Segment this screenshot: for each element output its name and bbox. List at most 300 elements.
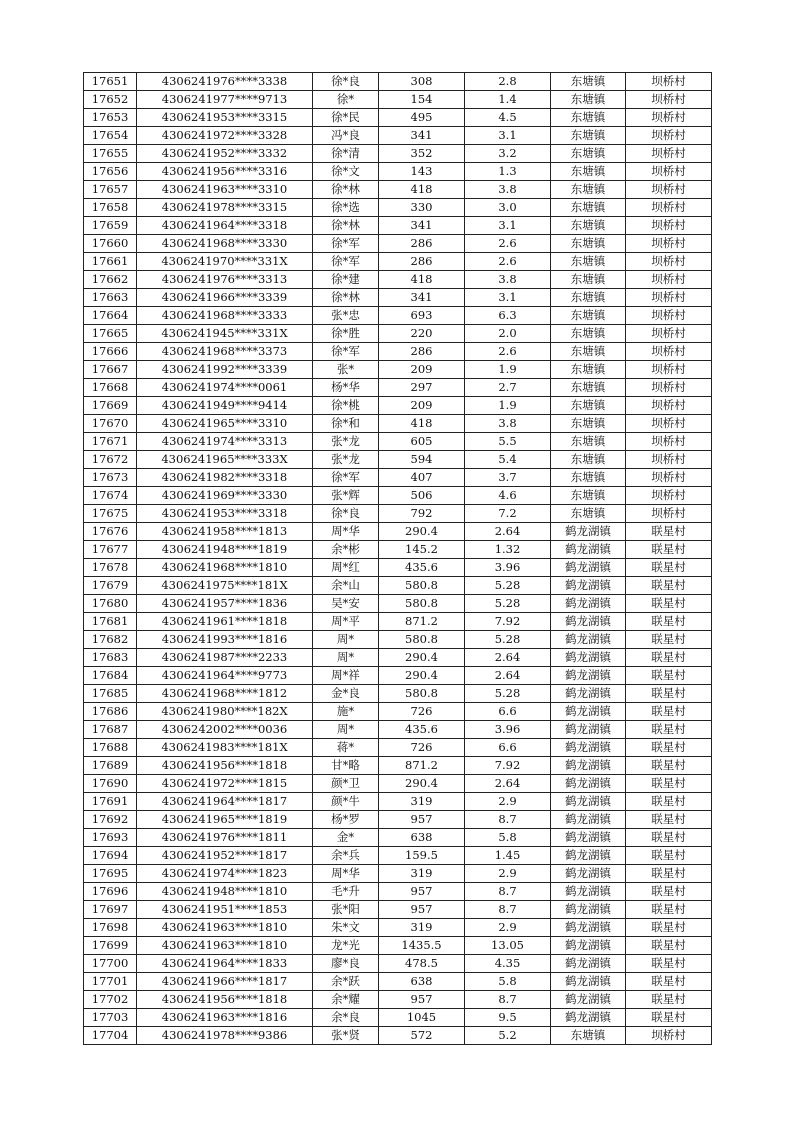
cell-town: 鹤龙湖镇 xyxy=(551,919,626,937)
cell-amount: 594 xyxy=(379,451,465,469)
cell-quantity: 6.6 xyxy=(465,739,551,757)
cell-name: 徐*和 xyxy=(313,415,379,433)
cell-village: 联星村 xyxy=(626,703,712,721)
cell-village: 坝桥村 xyxy=(626,217,712,235)
cell-amount: 319 xyxy=(379,793,465,811)
cell-id-number: 4306241978****9386 xyxy=(137,1027,313,1045)
cell-village: 联星村 xyxy=(626,901,712,919)
cell-id-number: 4306241972****1815 xyxy=(137,775,313,793)
cell-row-number: 17658 xyxy=(84,199,137,217)
cell-quantity: 2.64 xyxy=(465,667,551,685)
cell-quantity: 2.7 xyxy=(465,379,551,397)
cell-name: 徐*良 xyxy=(313,73,379,91)
cell-town: 东塘镇 xyxy=(551,253,626,271)
cell-amount: 957 xyxy=(379,811,465,829)
cell-name: 徐*选 xyxy=(313,199,379,217)
cell-quantity: 1.3 xyxy=(465,163,551,181)
cell-row-number: 17662 xyxy=(84,271,137,289)
cell-village: 联星村 xyxy=(626,631,712,649)
cell-town: 鹤龙湖镇 xyxy=(551,811,626,829)
cell-town: 东塘镇 xyxy=(551,361,626,379)
cell-id-number: 4306241965****3310 xyxy=(137,415,313,433)
cell-amount: 435.6 xyxy=(379,559,465,577)
cell-id-number: 4306241993****1816 xyxy=(137,631,313,649)
cell-amount: 159.5 xyxy=(379,847,465,865)
cell-town: 东塘镇 xyxy=(551,91,626,109)
cell-name: 张*贤 xyxy=(313,1027,379,1045)
cell-amount: 580.8 xyxy=(379,685,465,703)
table-row xyxy=(84,109,712,127)
cell-name: 余*良 xyxy=(313,1009,379,1027)
cell-name: 余*跃 xyxy=(313,973,379,991)
table-row xyxy=(84,91,712,109)
cell-quantity: 3.2 xyxy=(465,145,551,163)
cell-name: 徐*清 xyxy=(313,145,379,163)
cell-quantity: 5.4 xyxy=(465,451,551,469)
cell-town: 鹤龙湖镇 xyxy=(551,883,626,901)
cell-village: 坝桥村 xyxy=(626,433,712,451)
cell-name: 施* xyxy=(313,703,379,721)
cell-id-number: 4306241953****3318 xyxy=(137,505,313,523)
cell-village: 联星村 xyxy=(626,1009,712,1027)
cell-amount: 580.8 xyxy=(379,577,465,595)
table-row xyxy=(84,73,712,91)
cell-quantity: 7.92 xyxy=(465,613,551,631)
cell-town: 鹤龙湖镇 xyxy=(551,559,626,577)
cell-town: 鹤龙湖镇 xyxy=(551,649,626,667)
cell-town: 鹤龙湖镇 xyxy=(551,577,626,595)
cell-village: 联星村 xyxy=(626,865,712,883)
cell-quantity: 2.9 xyxy=(465,919,551,937)
cell-id-number: 4306241958****1813 xyxy=(137,523,313,541)
cell-id-number: 4306241956****1818 xyxy=(137,991,313,1009)
cell-town: 东塘镇 xyxy=(551,235,626,253)
cell-name: 余*兵 xyxy=(313,847,379,865)
cell-id-number: 4306241968****1812 xyxy=(137,685,313,703)
cell-name: 颜*牛 xyxy=(313,793,379,811)
cell-town: 鹤龙湖镇 xyxy=(551,937,626,955)
table-row xyxy=(84,685,712,703)
cell-town: 鹤龙湖镇 xyxy=(551,829,626,847)
cell-quantity: 2.64 xyxy=(465,775,551,793)
cell-name: 毛*升 xyxy=(313,883,379,901)
cell-name: 蒋* xyxy=(313,739,379,757)
cell-quantity: 8.7 xyxy=(465,883,551,901)
cell-row-number: 17660 xyxy=(84,235,137,253)
cell-village: 联星村 xyxy=(626,955,712,973)
cell-name: 余*山 xyxy=(313,577,379,595)
cell-name: 张*辉 xyxy=(313,487,379,505)
cell-row-number: 17672 xyxy=(84,451,137,469)
cell-row-number: 17669 xyxy=(84,397,137,415)
cell-quantity: 3.8 xyxy=(465,415,551,433)
cell-name: 周*华 xyxy=(313,865,379,883)
cell-name: 杨*罗 xyxy=(313,811,379,829)
cell-row-number: 17693 xyxy=(84,829,137,847)
cell-town: 鹤龙湖镇 xyxy=(551,901,626,919)
cell-id-number: 4306241948****1819 xyxy=(137,541,313,559)
cell-village: 坝桥村 xyxy=(626,145,712,163)
cell-name: 徐*林 xyxy=(313,289,379,307)
table-row xyxy=(84,379,712,397)
cell-quantity: 1.32 xyxy=(465,541,551,559)
cell-name: 徐*军 xyxy=(313,469,379,487)
cell-row-number: 17661 xyxy=(84,253,137,271)
table-row xyxy=(84,523,712,541)
cell-row-number: 17681 xyxy=(84,613,137,631)
cell-amount: 957 xyxy=(379,883,465,901)
cell-amount: 290.4 xyxy=(379,649,465,667)
cell-town: 东塘镇 xyxy=(551,1027,626,1045)
cell-row-number: 17675 xyxy=(84,505,137,523)
cell-name: 甘*略 xyxy=(313,757,379,775)
cell-id-number: 4306241968****1810 xyxy=(137,559,313,577)
table-row xyxy=(84,343,712,361)
cell-id-number: 4306241952****3332 xyxy=(137,145,313,163)
cell-town: 鹤龙湖镇 xyxy=(551,721,626,739)
cell-amount: 308 xyxy=(379,73,465,91)
cell-id-number: 4306241968****3373 xyxy=(137,343,313,361)
cell-quantity: 4.5 xyxy=(465,109,551,127)
table-row xyxy=(84,721,712,739)
cell-name: 冯*良 xyxy=(313,127,379,145)
cell-village: 坝桥村 xyxy=(626,487,712,505)
cell-row-number: 17696 xyxy=(84,883,137,901)
cell-name: 杨*华 xyxy=(313,379,379,397)
table-row xyxy=(84,973,712,991)
cell-amount: 286 xyxy=(379,253,465,271)
cell-row-number: 17692 xyxy=(84,811,137,829)
cell-town: 东塘镇 xyxy=(551,469,626,487)
cell-amount: 209 xyxy=(379,361,465,379)
table-row xyxy=(84,559,712,577)
cell-town: 鹤龙湖镇 xyxy=(551,847,626,865)
cell-quantity: 9.5 xyxy=(465,1009,551,1027)
cell-row-number: 17680 xyxy=(84,595,137,613)
cell-row-number: 17656 xyxy=(84,163,137,181)
cell-village: 联星村 xyxy=(626,541,712,559)
cell-village: 联星村 xyxy=(626,721,712,739)
cell-town: 东塘镇 xyxy=(551,127,626,145)
table-row xyxy=(84,847,712,865)
cell-id-number: 4306241987****2233 xyxy=(137,649,313,667)
cell-name: 张*忠 xyxy=(313,307,379,325)
table-row xyxy=(84,271,712,289)
cell-amount: 957 xyxy=(379,901,465,919)
cell-quantity: 3.8 xyxy=(465,181,551,199)
table-row xyxy=(84,775,712,793)
cell-quantity: 5.28 xyxy=(465,577,551,595)
cell-row-number: 17687 xyxy=(84,721,137,739)
cell-name: 周* xyxy=(313,721,379,739)
cell-row-number: 17670 xyxy=(84,415,137,433)
cell-amount: 506 xyxy=(379,487,465,505)
cell-id-number: 4306241964****3318 xyxy=(137,217,313,235)
cell-id-number: 4306241968****3333 xyxy=(137,307,313,325)
cell-id-number: 4306241953****3315 xyxy=(137,109,313,127)
cell-name: 龙*光 xyxy=(313,937,379,955)
table-row xyxy=(84,235,712,253)
cell-town: 东塘镇 xyxy=(551,217,626,235)
cell-quantity: 5.28 xyxy=(465,595,551,613)
cell-town: 东塘镇 xyxy=(551,163,626,181)
cell-quantity: 1.9 xyxy=(465,361,551,379)
cell-id-number: 4306241976****3313 xyxy=(137,271,313,289)
cell-amount: 418 xyxy=(379,181,465,199)
cell-quantity: 7.92 xyxy=(465,757,551,775)
cell-name: 廖*良 xyxy=(313,955,379,973)
cell-amount: 435.6 xyxy=(379,721,465,739)
cell-id-number: 4306241961****1818 xyxy=(137,613,313,631)
cell-row-number: 17673 xyxy=(84,469,137,487)
cell-quantity: 5.8 xyxy=(465,829,551,847)
cell-village: 坝桥村 xyxy=(626,1027,712,1045)
cell-row-number: 17668 xyxy=(84,379,137,397)
table-row xyxy=(84,217,712,235)
cell-quantity: 3.8 xyxy=(465,271,551,289)
cell-town: 鹤龙湖镇 xyxy=(551,541,626,559)
cell-village: 联星村 xyxy=(626,847,712,865)
cell-quantity: 2.6 xyxy=(465,235,551,253)
cell-quantity: 8.7 xyxy=(465,811,551,829)
cell-amount: 330 xyxy=(379,199,465,217)
cell-row-number: 17700 xyxy=(84,955,137,973)
cell-row-number: 17683 xyxy=(84,649,137,667)
cell-town: 东塘镇 xyxy=(551,379,626,397)
cell-name: 周*祥 xyxy=(313,667,379,685)
cell-amount: 792 xyxy=(379,505,465,523)
cell-name: 徐*胜 xyxy=(313,325,379,343)
table-row xyxy=(84,325,712,343)
cell-quantity: 3.7 xyxy=(465,469,551,487)
cell-id-number: 4306241974****1823 xyxy=(137,865,313,883)
cell-town: 东塘镇 xyxy=(551,271,626,289)
cell-id-number: 4306241969****3330 xyxy=(137,487,313,505)
table-row xyxy=(84,613,712,631)
cell-id-number: 4306241977****9713 xyxy=(137,91,313,109)
cell-town: 鹤龙湖镇 xyxy=(551,595,626,613)
cell-id-number: 4306241976****1811 xyxy=(137,829,313,847)
table-row xyxy=(84,199,712,217)
cell-name: 徐*良 xyxy=(313,505,379,523)
table-row xyxy=(84,991,712,1009)
cell-quantity: 2.6 xyxy=(465,343,551,361)
table-row xyxy=(84,541,712,559)
cell-town: 东塘镇 xyxy=(551,73,626,91)
cell-amount: 638 xyxy=(379,973,465,991)
cell-name: 颜*卫 xyxy=(313,775,379,793)
cell-town: 鹤龙湖镇 xyxy=(551,523,626,541)
cell-town: 鹤龙湖镇 xyxy=(551,973,626,991)
cell-village: 联星村 xyxy=(626,559,712,577)
cell-amount: 1435.5 xyxy=(379,937,465,955)
cell-town: 鹤龙湖镇 xyxy=(551,775,626,793)
cell-town: 东塘镇 xyxy=(551,145,626,163)
table-row xyxy=(84,739,712,757)
cell-row-number: 17701 xyxy=(84,973,137,991)
cell-town: 东塘镇 xyxy=(551,307,626,325)
table-row xyxy=(84,397,712,415)
cell-id-number: 4306241970****331X xyxy=(137,253,313,271)
cell-name: 张*龙 xyxy=(313,451,379,469)
cell-amount: 220 xyxy=(379,325,465,343)
cell-town: 鹤龙湖镇 xyxy=(551,991,626,1009)
cell-amount: 154 xyxy=(379,91,465,109)
cell-row-number: 17671 xyxy=(84,433,137,451)
cell-id-number: 4306241964****9773 xyxy=(137,667,313,685)
cell-village: 坝桥村 xyxy=(626,91,712,109)
cell-village: 联星村 xyxy=(626,883,712,901)
cell-name: 吴*安 xyxy=(313,595,379,613)
table-row xyxy=(84,919,712,937)
cell-row-number: 17664 xyxy=(84,307,137,325)
cell-quantity: 5.8 xyxy=(465,973,551,991)
cell-town: 东塘镇 xyxy=(551,505,626,523)
table-row xyxy=(84,361,712,379)
cell-amount: 290.4 xyxy=(379,523,465,541)
table-row xyxy=(84,433,712,451)
table-row xyxy=(84,811,712,829)
cell-id-number: 4306241978****3315 xyxy=(137,199,313,217)
table-row xyxy=(84,757,712,775)
cell-amount: 407 xyxy=(379,469,465,487)
cell-village: 联星村 xyxy=(626,613,712,631)
cell-village: 坝桥村 xyxy=(626,307,712,325)
cell-quantity: 1.9 xyxy=(465,397,551,415)
cell-village: 联星村 xyxy=(626,793,712,811)
cell-town: 鹤龙湖镇 xyxy=(551,685,626,703)
cell-quantity: 5.28 xyxy=(465,685,551,703)
table-row xyxy=(84,145,712,163)
table-row xyxy=(84,955,712,973)
cell-name: 余*耀 xyxy=(313,991,379,1009)
cell-amount: 418 xyxy=(379,271,465,289)
cell-name: 张* xyxy=(313,361,379,379)
cell-village: 联星村 xyxy=(626,595,712,613)
cell-row-number: 17684 xyxy=(84,667,137,685)
cell-amount: 341 xyxy=(379,217,465,235)
cell-id-number: 4306241945****331X xyxy=(137,325,313,343)
cell-amount: 209 xyxy=(379,397,465,415)
cell-quantity: 3.96 xyxy=(465,721,551,739)
cell-amount: 319 xyxy=(379,919,465,937)
cell-village: 坝桥村 xyxy=(626,451,712,469)
cell-quantity: 2.0 xyxy=(465,325,551,343)
cell-id-number: 4306241956****1818 xyxy=(137,757,313,775)
cell-amount: 638 xyxy=(379,829,465,847)
cell-name: 徐*文 xyxy=(313,163,379,181)
cell-quantity: 3.96 xyxy=(465,559,551,577)
cell-village: 坝桥村 xyxy=(626,163,712,181)
cell-village: 联星村 xyxy=(626,577,712,595)
cell-row-number: 17674 xyxy=(84,487,137,505)
cell-id-number: 4306241968****3330 xyxy=(137,235,313,253)
cell-quantity: 2.8 xyxy=(465,73,551,91)
table-row xyxy=(84,307,712,325)
cell-name: 周* xyxy=(313,631,379,649)
cell-row-number: 17678 xyxy=(84,559,137,577)
cell-row-number: 17651 xyxy=(84,73,137,91)
cell-id-number: 4306241976****3338 xyxy=(137,73,313,91)
cell-village: 坝桥村 xyxy=(626,469,712,487)
cell-village: 坝桥村 xyxy=(626,127,712,145)
cell-id-number: 4306241983****181X xyxy=(137,739,313,757)
cell-name: 周*平 xyxy=(313,613,379,631)
cell-town: 东塘镇 xyxy=(551,451,626,469)
table-row xyxy=(84,1027,712,1045)
cell-row-number: 17657 xyxy=(84,181,137,199)
cell-amount: 290.4 xyxy=(379,775,465,793)
cell-town: 鹤龙湖镇 xyxy=(551,865,626,883)
cell-id-number: 4306241952****1817 xyxy=(137,847,313,865)
cell-town: 鹤龙湖镇 xyxy=(551,703,626,721)
table-row xyxy=(84,451,712,469)
cell-id-number: 4306241992****3339 xyxy=(137,361,313,379)
cell-town: 鹤龙湖镇 xyxy=(551,739,626,757)
cell-id-number: 4306241965****333X xyxy=(137,451,313,469)
cell-quantity: 4.35 xyxy=(465,955,551,973)
cell-village: 联星村 xyxy=(626,757,712,775)
table-row xyxy=(84,415,712,433)
table-row xyxy=(84,595,712,613)
cell-amount: 145.2 xyxy=(379,541,465,559)
cell-quantity: 3.1 xyxy=(465,289,551,307)
table-row xyxy=(84,703,712,721)
cell-amount: 495 xyxy=(379,109,465,127)
table-row xyxy=(84,667,712,685)
cell-village: 坝桥村 xyxy=(626,361,712,379)
cell-row-number: 17685 xyxy=(84,685,137,703)
cell-id-number: 4306241963****1810 xyxy=(137,937,313,955)
table-row xyxy=(84,487,712,505)
cell-row-number: 17665 xyxy=(84,325,137,343)
cell-town: 东塘镇 xyxy=(551,289,626,307)
cell-amount: 297 xyxy=(379,379,465,397)
cell-quantity: 6.6 xyxy=(465,703,551,721)
cell-name: 余*彬 xyxy=(313,541,379,559)
cell-name: 金* xyxy=(313,829,379,847)
cell-name: 徐*林 xyxy=(313,217,379,235)
cell-amount: 1045 xyxy=(379,1009,465,1027)
cell-town: 鹤龙湖镇 xyxy=(551,793,626,811)
cell-name: 张*阳 xyxy=(313,901,379,919)
cell-id-number: 4306242002****0036 xyxy=(137,721,313,739)
cell-name: 周* xyxy=(313,649,379,667)
table-row xyxy=(84,127,712,145)
cell-row-number: 17679 xyxy=(84,577,137,595)
table-row xyxy=(84,1009,712,1027)
cell-village: 联星村 xyxy=(626,685,712,703)
cell-town: 东塘镇 xyxy=(551,397,626,415)
cell-name: 徐*军 xyxy=(313,343,379,361)
cell-name: 徐*桃 xyxy=(313,397,379,415)
cell-amount: 478.5 xyxy=(379,955,465,973)
cell-amount: 418 xyxy=(379,415,465,433)
table-row xyxy=(84,469,712,487)
cell-row-number: 17691 xyxy=(84,793,137,811)
cell-village: 坝桥村 xyxy=(626,181,712,199)
table-row xyxy=(84,505,712,523)
table-row xyxy=(84,631,712,649)
cell-row-number: 17652 xyxy=(84,91,137,109)
cell-town: 东塘镇 xyxy=(551,487,626,505)
cell-amount: 290.4 xyxy=(379,667,465,685)
cell-id-number: 4306241964****1817 xyxy=(137,793,313,811)
cell-row-number: 17677 xyxy=(84,541,137,559)
cell-village: 坝桥村 xyxy=(626,343,712,361)
cell-row-number: 17699 xyxy=(84,937,137,955)
cell-amount: 726 xyxy=(379,739,465,757)
